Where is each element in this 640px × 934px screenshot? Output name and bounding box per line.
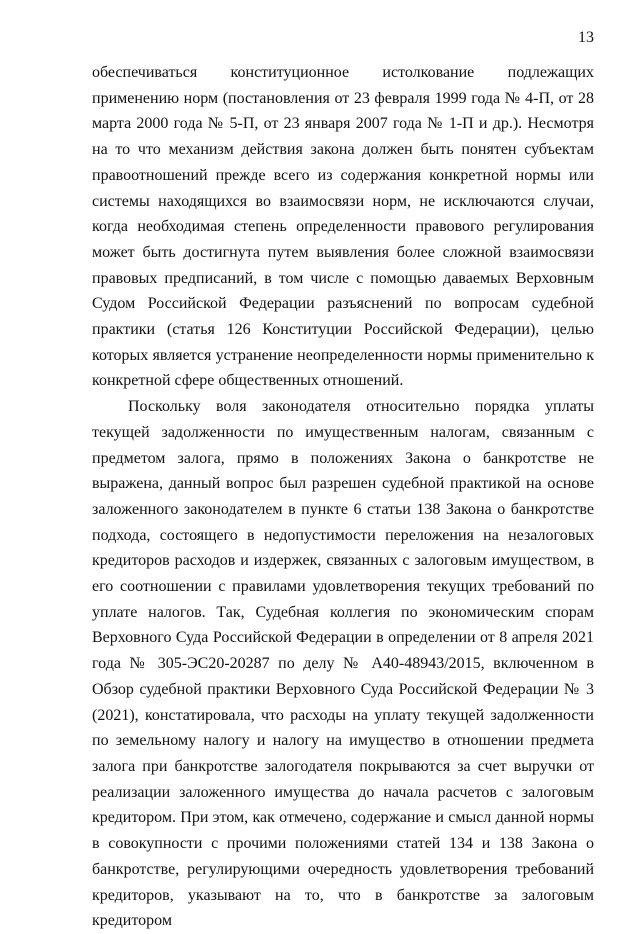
paragraph-tax-priority: Поскольку воля законодателя относительно порядка уплаты текущей задолженности по имущественным налогам, связанным с предметом залога, прямо в положениях Закона о банкротстве не выражена, данный вопрос был разрешен судебной практикой на основе заложенного законодателем в пункте 6 статьи 138 Закона о банкротстве подхода, состоящего в недопустимости переложения на незалоговых кредиторов расходов и издержек, связанных с залоговым имуществом, в его соотношении с правилами удовлетворения текущих требований по уплате налогов. Так, Судебная коллегия по экономическим спорам Верховного Суда Российской Федерации в определении от 8 апреля 2021 года № 305-ЭС20-20287 по делу № А40-48943/2015, включенном в Обзор судебной практики Верховного Суда Российской Федерации № 3 (2021), констатировала, что расходы на уплату текущей задолженности по земельному налогу и налогу на имущество в отношении предмета залога при банкротстве залогодателя покрываются за счет выручки от реализации заложенного имущества до начала расчетов с залоговым кредитором. При этом, как отмечено, содержание и смысл данной нормы в совокупности с прочими положениями статей 134 и 138 Закона о банкротстве, регулирующими очередность удовлетворения требований кредиторов, указывают на то, что в банкротстве за залоговым кредитором — [92, 398, 594, 930]
document-body — [92, 60, 594, 934]
paragraph-continuation: обеспечиваться конституционное истолкование подлежащих применению норм (постановления от 23 февраля 1999 года № 4-П, от 28 марта 2000 года № 5-П, от 23 января 2007 года № 1-П и др.). Несмотря на то что механизм действия закона должен быть понятен субъектам правоотношений прежде всего из содержания конкретной нормы или системы находящихся во взаимосвязи норм, не исключаются случаи, когда необходимая степень определенности правового регулирования может быть достигнута путем выявления более сложной взаимосвязи правовых предписаний, в том числе с помощью даваемых Верховным Судом Российской Федерации разъяснений по вопросам судебной практики (статья 126 Конституции Российской Федерации), целью которых является устранение неопределенности нормы применительно к конкретной сфере общественных отношений. — [92, 64, 594, 390]
page-number: 13 — [578, 29, 594, 46]
